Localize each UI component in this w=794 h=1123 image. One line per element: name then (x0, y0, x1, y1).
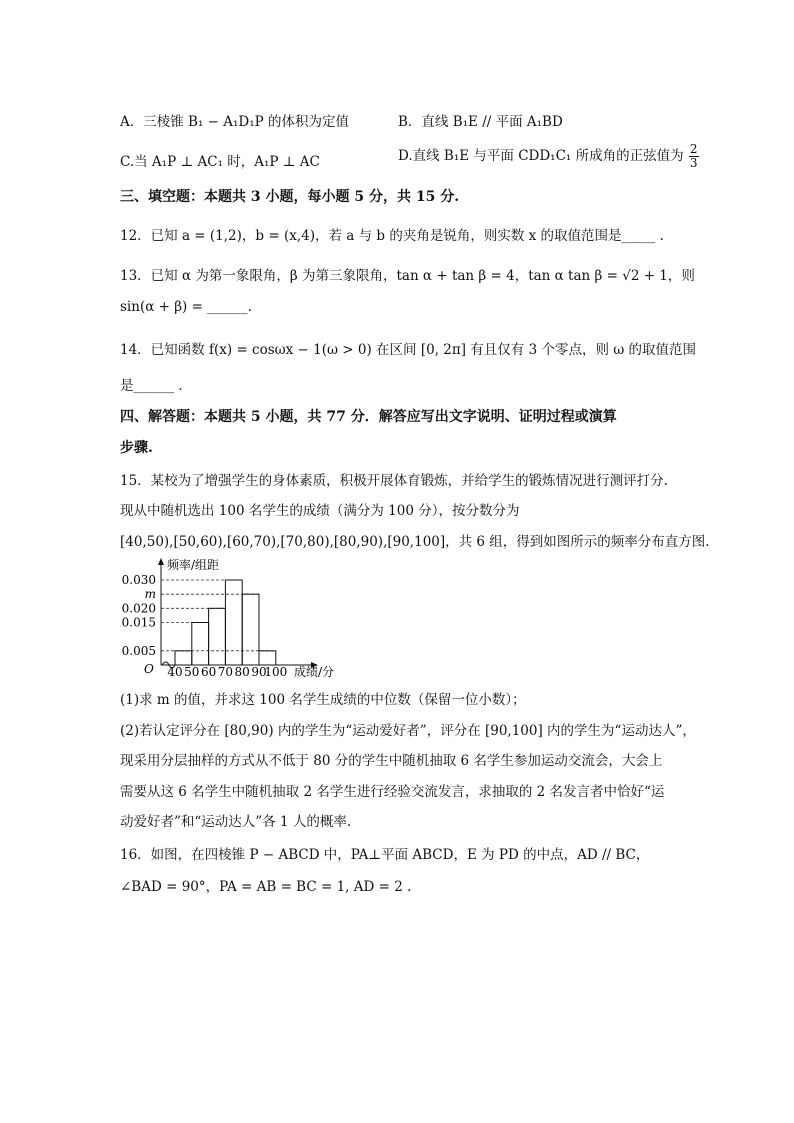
section-4-heading-line-2: 步骤. (120, 440, 153, 456)
x-tick-label: 50 (184, 665, 200, 679)
option-c: C.当 A₁P ⊥ AC₁ 时，A₁P ⊥ AC (120, 154, 320, 170)
x-tick-label: 100 (264, 665, 288, 679)
question-16-line-2: ∠BAD = 90°，PA = AB = BC = 1, AD = 2 . (120, 879, 412, 895)
question-15-line-3: [40,50),[50,60),[60,70),[70,80),[80,90),[90,100]，共 6 组，得到如图所示的频率分布直方图. (120, 534, 710, 550)
histogram-bar (225, 580, 242, 665)
histogram-bar (175, 651, 192, 665)
frequency-histogram (115, 555, 355, 680)
x-tick-label: 80 (234, 665, 250, 679)
origin-label: O (144, 662, 154, 676)
option-b: B．直线 B₁E // 平面 A₁BD (398, 114, 563, 130)
question-16-line-1: 16．如图，在四棱锥 P − ABCD 中，PA⊥平面 ABCD，E 为 PD 的中点，AD // BC， (120, 847, 650, 863)
question-12: 12．已知 a = (1,2)，b = (x,4)，若 a 与 b 的夹角是锐角，则实数 x 的取值范围是_____ . (120, 228, 664, 244)
question-15-line-2: 现从中随机选出 100 名学生的成绩（满分为 100 分），按分数分为 (120, 503, 520, 519)
y-axis-arrow (158, 558, 164, 565)
x-tick-label: 40 (167, 665, 183, 679)
histogram-bar (209, 608, 226, 665)
question-15-part-2-line-3: 需要从这 6 名学生中随机抽取 2 名学生进行经验交流发言，求抽取的 2 名发言者中恰好“运 (120, 784, 665, 800)
question-15-part-2-line-4: 动爱好者”和“运动达人”各 1 人的概率. (120, 814, 352, 830)
x-axis-label: 成绩/分 (294, 665, 335, 679)
question-15-part-2-line-1: (2)若认定评分在 [80,90) 内的学生为“运动爱好者”，评分在 [90,100] 内的学生为“运动达人”， (120, 723, 696, 739)
fraction-numerator: 2 (689, 142, 698, 156)
option-d-fraction (689, 143, 699, 170)
y-tick-label: 0.020 (121, 601, 156, 616)
y-tick-label: 0.015 (121, 615, 156, 630)
histogram-bar (192, 623, 209, 666)
question-15-part-2-line-2: 现采用分层抽样的方式从不低于 80 分的学生中随机抽取 6 名学生参加运动交流会，大会上 (120, 753, 663, 769)
y-tick-label: 0.030 (121, 573, 156, 587)
question-15-part-1: (1)求 m 的值，并求这 100 名学生成绩的中位数（保留一位小数）； (120, 692, 526, 708)
fraction-denominator: 3 (689, 156, 698, 170)
x-tick-label: 90 (251, 665, 267, 679)
question-15-line-1: 15．某校为了增强学生的身体素质，积极开展体育锻炼，并给学生的锻炼情况进行测评打分. (120, 473, 668, 489)
option-d-text: D.直线 B₁E 与平面 CDD₁C₁ 所成角的正弦值为 (398, 148, 684, 164)
option-a: A．三棱锥 B₁ − A₁D₁P 的体积为定值 (120, 114, 350, 130)
section-3-heading: 三、填空题：本题共 3 小题，每小题 5 分，共 15 分. (120, 189, 460, 205)
question-13-line-2: sin(α + β) = ______. (120, 299, 252, 315)
y-tick-label: 0.005 (121, 643, 156, 658)
question-13-line-1: 13．已知 α 为第一象限角，β 为第三象限角，tan α + tan β = 4，tan α tan β = √2 + 1，则 (120, 268, 695, 284)
histogram-bar (242, 594, 259, 665)
histogram-bar (259, 651, 276, 665)
question-14-line-1: 14．已知函数 f(x) = cosωx − 1(ω > 0) 在区间 [0, 2π] 有且仅有 3 个零点，则 ω 的取值范围 (120, 342, 697, 358)
question-14-line-2: 是______ . (120, 378, 183, 394)
y-axis-label: 频率/组距 (167, 558, 220, 572)
section-4-heading-line-1: 四、解答题：本题共 5 小题，共 77 分．解答应写出文字说明、证明过程或演算 (120, 409, 617, 425)
x-tick-label: 70 (217, 665, 234, 679)
x-tick-label: 60 (200, 665, 217, 679)
option-d (398, 143, 699, 170)
y-tick-label: m (144, 587, 156, 602)
